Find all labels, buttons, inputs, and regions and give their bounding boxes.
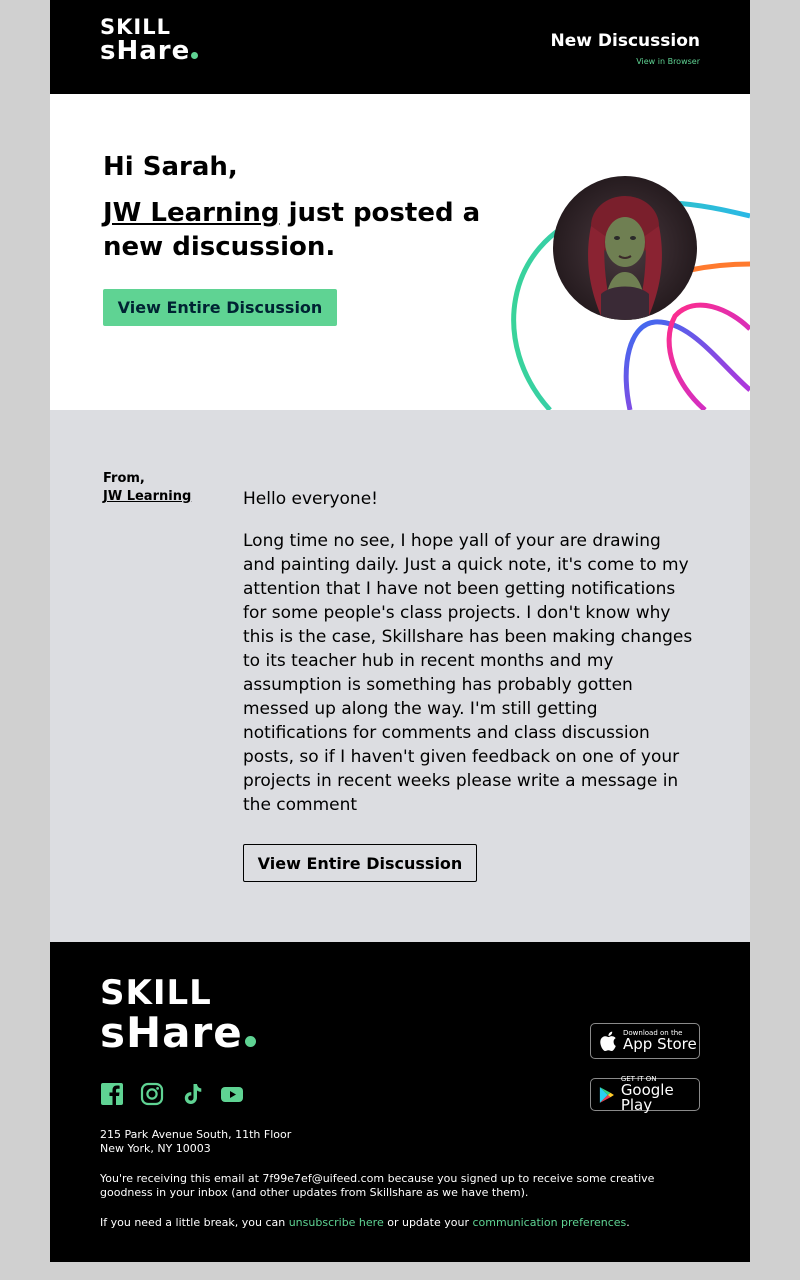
google-play-badge[interactable]	[590, 1075, 700, 1114]
google-play-icon	[599, 1085, 615, 1105]
address-line1: 215 Park Avenue South, 11th Floor	[100, 1128, 292, 1141]
skillshare-logo[interactable]	[100, 16, 198, 64]
from-block	[103, 470, 191, 506]
unsubscribe-line	[100, 1216, 630, 1229]
app-store-big-text: App Store	[623, 1035, 697, 1053]
tiktok-icon[interactable]	[180, 1082, 204, 1106]
youtube-icon[interactable]	[220, 1082, 244, 1106]
app-store-badge[interactable]	[590, 1023, 700, 1059]
facebook-icon[interactable]	[100, 1082, 124, 1106]
logo-dot-icon	[191, 52, 198, 59]
logo-line1: SKILL	[100, 15, 171, 39]
subscription-notice: You're receiving this email at 7f99e7ef@uifeed.com because you signed up to receive some creative goodness in your inbox (and other updates from Skillshare as we have them).	[100, 1172, 655, 1199]
teacher-avatar[interactable]	[553, 176, 697, 320]
headline	[103, 196, 483, 264]
footer-logo-dot-icon	[245, 1036, 256, 1047]
message-section	[50, 410, 750, 942]
email-footer	[50, 942, 750, 1262]
footer-skillshare-logo[interactable]	[100, 973, 256, 1057]
email-header	[50, 0, 750, 94]
unsub-suffix: .	[626, 1216, 630, 1229]
hero-section	[50, 94, 750, 410]
social-links	[100, 1082, 244, 1106]
view-discussion-button[interactable]: View Entire Discussion	[103, 289, 337, 326]
google-play-big-text: Google Play	[620, 1081, 674, 1114]
view-in-browser-link[interactable]: View in Browser	[636, 57, 700, 66]
unsub-prefix: If you need a little break, you can	[100, 1216, 289, 1229]
email-container	[50, 0, 750, 1262]
greeting: Hi Sarah,	[103, 152, 238, 182]
unsubscribe-link[interactable]: unsubscribe here	[288, 1216, 384, 1229]
message-greeting: Hello everyone!	[243, 489, 378, 509]
apple-icon	[599, 1030, 617, 1052]
footer-logo-line2: sHare	[100, 1008, 243, 1057]
company-address	[100, 1128, 291, 1156]
teacher-link[interactable]: JW Learning	[103, 198, 280, 228]
communication-preferences-link[interactable]: communication preferences	[472, 1216, 627, 1229]
unsub-middle: or update your	[383, 1216, 473, 1229]
message-body: Long time no see, I hope yall of your are drawing and painting daily. Just a quick note, it's come to my attention that I have not been getting notifications for some people's class projects. I don't know why this is the case, Skillshare has been making changes to its teacher hub in recent months and my assumption is something has probably gotten messed up along the way. I'm still getting notifications for comments and class discussion posts, so if I haven't given feedback on one of your projects in recent weeks please write a message in the comment	[243, 531, 693, 815]
address-line2: New York, NY 10003	[100, 1142, 211, 1155]
logo-line2: sHare	[100, 36, 191, 66]
from-name-link[interactable]: JW Learning	[103, 489, 192, 504]
footer-logo-line1: SKILL	[100, 973, 212, 1013]
from-label: From,	[103, 471, 145, 486]
instagram-icon[interactable]	[140, 1082, 164, 1106]
header-title: New Discussion	[550, 31, 700, 51]
app-store-small-text: Download on the	[623, 1029, 683, 1037]
headline-text: just posted a new discussion.	[103, 198, 481, 262]
google-play-small-text: GET IT ON	[620, 1075, 657, 1083]
view-discussion-outline-button[interactable]: View Entire Discussion	[243, 844, 477, 882]
